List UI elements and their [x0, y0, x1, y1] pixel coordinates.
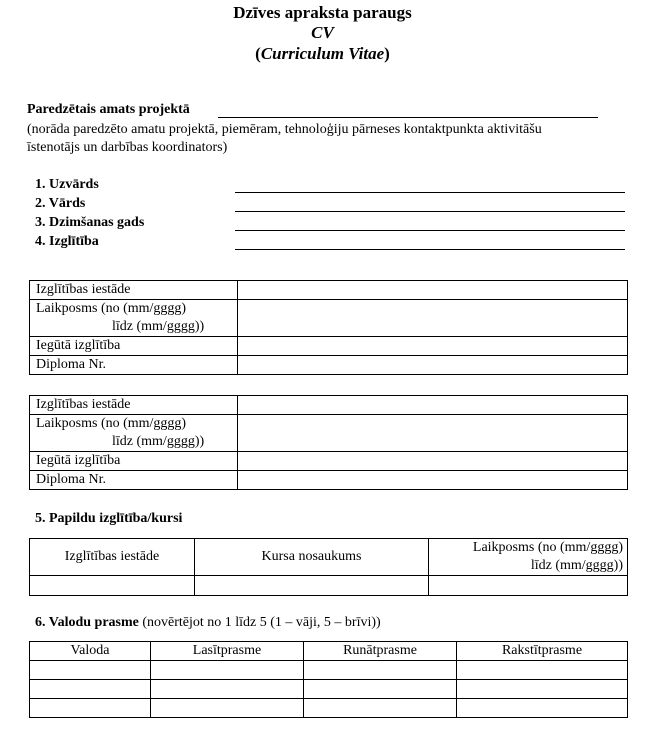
table-row [30, 281, 628, 300]
courses-name-cell[interactable] [195, 576, 429, 596]
birth-year-label: 3. Dzimšanas gads [35, 215, 145, 230]
lang-cell[interactable] [457, 699, 628, 718]
courses-header-period [429, 539, 628, 576]
languages-table [29, 641, 628, 718]
lang-cell[interactable] [151, 680, 304, 699]
courses-title: 5. Papildu izglītība/kursi [35, 511, 183, 526]
lang-cell[interactable] [30, 699, 151, 718]
courses-institution-cell[interactable] [30, 576, 195, 596]
position-field[interactable] [218, 117, 598, 118]
table-row [30, 415, 628, 452]
obtained-label: Iegūtā izglītība [30, 452, 238, 471]
table-row [30, 300, 628, 337]
institution-label: Izglītības iestāde [30, 396, 238, 415]
courses-period-to: līdz (mm/gggg)) [530, 558, 623, 573]
cv-subtitle: CV [311, 23, 334, 42]
languages-title-note: (novērtējot no 1 līdz 5 (1 – vāji, 5 – brīvi)) [142, 615, 381, 630]
table-row [30, 661, 628, 680]
lang-header-writing: Rakstītprasme [457, 642, 628, 661]
education-table-2 [29, 395, 628, 490]
curriculum-vitae-subtitle [0, 44, 645, 64]
education-field[interactable] [235, 249, 625, 250]
close-paren: ) [384, 44, 390, 63]
position-label: Paredzētais amats projektā [27, 102, 190, 117]
period-cell[interactable] [238, 300, 628, 337]
lang-header-speaking: Runātprasme [304, 642, 457, 661]
table-row [30, 396, 628, 415]
table-row [30, 699, 628, 718]
education-table-1 [29, 280, 628, 375]
diploma-label: Diploma Nr. [30, 356, 238, 375]
period-cell[interactable] [238, 415, 628, 452]
curriculum-vitae-text: Curriculum Vitae [260, 44, 385, 63]
courses-header-institution: Izglītības iestāde [30, 539, 195, 576]
courses-header-course-name: Kursa nosaukums [195, 539, 429, 576]
institution-cell[interactable] [238, 396, 628, 415]
languages-title [35, 615, 381, 631]
obtained-cell[interactable] [238, 337, 628, 356]
lang-cell[interactable] [30, 661, 151, 680]
obtained-cell[interactable] [238, 452, 628, 471]
open-paren: ( [255, 44, 261, 63]
obtained-label: Iegūtā izglītība [30, 337, 238, 356]
lang-cell[interactable] [151, 699, 304, 718]
table-row [30, 452, 628, 471]
lang-cell[interactable] [457, 661, 628, 680]
table-row [30, 680, 628, 699]
lang-cell[interactable] [30, 680, 151, 699]
table-row [30, 337, 628, 356]
diploma-label: Diploma Nr. [30, 471, 238, 490]
period-label [30, 300, 238, 337]
lang-cell[interactable] [304, 661, 457, 680]
period-from-label: Laikposms (no (mm/gggg) [36, 416, 187, 431]
table-row [30, 471, 628, 490]
document-title: Dzīves apraksta paraugs [233, 3, 412, 22]
institution-cell[interactable] [238, 281, 628, 300]
name-label: 2. Vārds [35, 196, 86, 211]
languages-title-bold: 6. Valodu prasme [35, 615, 139, 630]
period-to-label: līdz (mm/gggg)) [112, 319, 205, 334]
education-label: 4. Izglītība [35, 234, 99, 249]
courses-period-cell[interactable] [429, 576, 628, 596]
institution-label: Izglītības iestāde [30, 281, 238, 300]
diploma-cell[interactable] [238, 471, 628, 490]
table-row [30, 576, 628, 596]
lang-header-language: Valoda [30, 642, 151, 661]
courses-table [29, 538, 628, 596]
birth-year-field[interactable] [235, 230, 625, 231]
diploma-cell[interactable] [238, 356, 628, 375]
period-label [30, 415, 238, 452]
surname-field[interactable] [235, 192, 625, 193]
table-header-row [30, 539, 628, 576]
position-note: (norāda paredzēto amatu projektā, piemēram, tehnoloģiju pārneses kontaktpunkta aktivitāšu īstenotājs un darbības koordinators) [27, 122, 542, 155]
name-field[interactable] [235, 211, 625, 212]
lang-cell[interactable] [151, 661, 304, 680]
period-to-label: līdz (mm/gggg)) [112, 434, 205, 449]
period-from-label: Laikposms (no (mm/gggg) [36, 301, 187, 316]
lang-cell[interactable] [457, 680, 628, 699]
lang-header-reading: Lasītprasme [151, 642, 304, 661]
lang-cell[interactable] [304, 699, 457, 718]
table-header-row [30, 642, 628, 661]
lang-cell[interactable] [304, 680, 457, 699]
surname-label: 1. Uzvārds [35, 177, 99, 192]
courses-period-from: Laikposms (no (mm/gggg) [472, 540, 623, 555]
table-row [30, 356, 628, 375]
